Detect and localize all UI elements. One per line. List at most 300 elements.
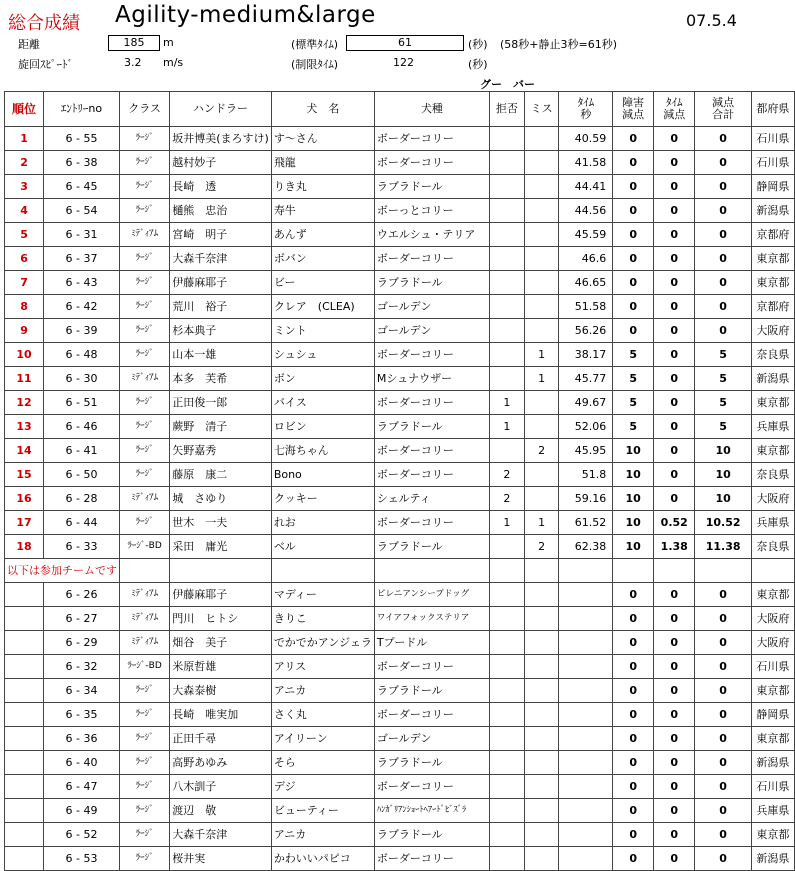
miss-cell — [524, 295, 559, 319]
distance-label: 距離 — [18, 38, 40, 51]
breed-cell: ラブラドール — [374, 271, 489, 295]
ranked-results — [5, 127, 795, 559]
rank-cell — [5, 631, 44, 655]
miss-cell — [524, 247, 559, 271]
class-cell: ﾐﾃﾞｨｱﾑ — [120, 631, 170, 655]
class-cell: ﾗｰｼﾞ — [120, 847, 170, 871]
entry-cell: 6 - 55 — [44, 127, 120, 151]
class-cell: ﾗｰｼﾞ — [120, 463, 170, 487]
handler-cell: 渡辺 敬 — [170, 799, 272, 823]
time-cell: 45.95 — [559, 439, 613, 463]
refusal-cell: 2 — [489, 487, 524, 511]
handler-cell: 大森泰樹 — [170, 679, 272, 703]
breed-cell: ﾊﾝｶﾞﾘｱﾝｼｮｰﾄﾍｱｰﾄﾞﾋﾞｽﾞﾗ — [374, 799, 489, 823]
breed-cell: ボーダーコリー — [374, 127, 489, 151]
class-cell: ﾗｰｼﾞ — [120, 271, 170, 295]
obstacle-penalty-cell: 0 — [613, 775, 654, 799]
class-cell: ﾗｰｼﾞ — [120, 175, 170, 199]
class-cell: ﾗｰｼﾞ — [120, 415, 170, 439]
entry-cell: 6 - 48 — [44, 343, 120, 367]
time-penalty-cell: 0 — [654, 583, 695, 607]
miss-cell — [524, 127, 559, 151]
rank-cell: 16 — [5, 487, 44, 511]
dog-cell: Bono — [271, 463, 374, 487]
speed-unit: m/s — [163, 56, 184, 69]
dog-cell: りき丸 — [271, 175, 374, 199]
handler-cell: 米原哲雄 — [170, 655, 272, 679]
pref-cell: 石川県 — [751, 127, 794, 151]
class-cell: ﾗｰｼﾞ-BD — [120, 655, 170, 679]
pref-cell: 奈良県 — [751, 343, 794, 367]
rank-cell: 11 — [5, 367, 44, 391]
class-cell: ﾗｰｼﾞ — [120, 391, 170, 415]
entry-cell: 6 - 37 — [44, 247, 120, 271]
result-row — [5, 175, 795, 199]
dog-cell: デジ — [271, 775, 374, 799]
separator-text: 以下は参加チームです — [5, 559, 120, 583]
class-cell: ﾗｰｼﾞ — [120, 343, 170, 367]
dog-cell: アイリーン — [271, 727, 374, 751]
time-penalty-cell: 0 — [654, 367, 695, 391]
total-penalty-cell: 0 — [695, 175, 751, 199]
time-cell: 51.58 — [559, 295, 613, 319]
pref-cell: 東京都 — [751, 583, 794, 607]
participant-list — [5, 583, 795, 871]
entry-cell: 6 - 42 — [44, 295, 120, 319]
result-row — [5, 463, 795, 487]
entry-cell: 6 - 47 — [44, 775, 120, 799]
handler-cell: 宮崎 明子 — [170, 223, 272, 247]
class-cell: ﾐﾃﾞｨｱﾑ — [120, 367, 170, 391]
class-cell: ﾗｰｼﾞ — [120, 775, 170, 799]
refusal-cell — [489, 679, 524, 703]
breed-cell: ラブラドール — [374, 679, 489, 703]
miss-cell — [524, 463, 559, 487]
pref-cell: 新潟県 — [751, 847, 794, 871]
handler-cell: 荒川 裕子 — [170, 295, 272, 319]
time-cell: 44.41 — [559, 175, 613, 199]
total-penalty-cell: 10.52 — [695, 511, 751, 535]
entry-cell: 6 - 34 — [44, 679, 120, 703]
refusal-cell — [489, 439, 524, 463]
time-cell: 38.17 — [559, 343, 613, 367]
col-obstacle: 障害 減点 — [613, 92, 654, 127]
breed-cell: ボーダーコリー — [374, 247, 489, 271]
result-row — [5, 127, 795, 151]
dog-cell: ミント — [271, 319, 374, 343]
refusal-cell — [489, 727, 524, 751]
total-penalty-cell: 0 — [695, 727, 751, 751]
obstacle-penalty-cell: 0 — [613, 703, 654, 727]
pref-cell: 石川県 — [751, 655, 794, 679]
refusal-cell — [489, 343, 524, 367]
handler-cell: 矢野嘉秀 — [170, 439, 272, 463]
miss-cell — [524, 775, 559, 799]
time-cell — [559, 583, 613, 607]
refusal-cell — [489, 607, 524, 631]
time-cell — [559, 727, 613, 751]
total-penalty-cell: 0 — [695, 751, 751, 775]
time-penalty-cell: 0 — [654, 127, 695, 151]
obstacle-penalty-cell: 0 — [613, 823, 654, 847]
miss-cell — [524, 655, 559, 679]
breed-cell: ボーダーコリー — [374, 151, 489, 175]
entry-cell: 6 - 54 — [44, 199, 120, 223]
miss-cell — [524, 271, 559, 295]
time-cell — [559, 775, 613, 799]
results-table — [4, 91, 795, 871]
handler-cell: 山本一雄 — [170, 343, 272, 367]
time-penalty-cell: 0 — [654, 799, 695, 823]
result-row — [5, 271, 795, 295]
class-cell: ﾗｰｼﾞ-BD — [120, 535, 170, 559]
handler-cell: 藤原 康二 — [170, 463, 272, 487]
class-cell: ﾗｰｼﾞ — [120, 679, 170, 703]
refusal-cell — [489, 223, 524, 247]
class-cell: ﾗｰｼﾞ — [120, 511, 170, 535]
miss-cell — [524, 151, 559, 175]
entry-cell: 6 - 41 — [44, 439, 120, 463]
obstacle-penalty-cell: 0 — [613, 727, 654, 751]
event-date: 07.5.4 — [686, 11, 737, 30]
time-penalty-cell: 0 — [654, 463, 695, 487]
time-penalty-cell: 0 — [654, 679, 695, 703]
time-cell: 46.6 — [559, 247, 613, 271]
breed-cell: ピレニアンシープドッグ — [374, 583, 489, 607]
time-penalty-cell: 0 — [654, 175, 695, 199]
time-penalty-cell: 0 — [654, 487, 695, 511]
total-penalty-cell: 0 — [695, 607, 751, 631]
refusal-cell: 1 — [489, 415, 524, 439]
col-miss: ミス — [524, 92, 559, 127]
class-cell: ﾐﾃﾞｨｱﾑ — [120, 583, 170, 607]
rank-cell — [5, 823, 44, 847]
miss-cell — [524, 847, 559, 871]
time-cell — [559, 751, 613, 775]
total-penalty-cell: 10 — [695, 463, 751, 487]
handler-cell: 正田俊一郎 — [170, 391, 272, 415]
participant-row — [5, 655, 795, 679]
result-row — [5, 343, 795, 367]
obstacle-penalty-cell: 0 — [613, 751, 654, 775]
rank-cell: 1 — [5, 127, 44, 151]
handler-cell: 樋熊 忠治 — [170, 199, 272, 223]
entry-cell: 6 - 52 — [44, 823, 120, 847]
result-row — [5, 535, 795, 559]
refusal-cell — [489, 823, 524, 847]
dog-cell: でかでかアンジェラ — [271, 631, 374, 655]
result-row — [5, 199, 795, 223]
dog-cell: ロビン — [271, 415, 374, 439]
dog-cell: バイス — [271, 391, 374, 415]
pref-cell: 京都府 — [751, 223, 794, 247]
dog-cell: 七海ちゃん — [271, 439, 374, 463]
total-penalty-cell: 11.38 — [695, 535, 751, 559]
miss-cell — [524, 631, 559, 655]
time-penalty-cell: 0 — [654, 655, 695, 679]
time-penalty-cell: 1.38 — [654, 535, 695, 559]
breed-cell: ラブラドール — [374, 535, 489, 559]
miss-cell — [524, 199, 559, 223]
entry-cell: 6 - 51 — [44, 391, 120, 415]
rank-cell: 8 — [5, 295, 44, 319]
rank-cell: 15 — [5, 463, 44, 487]
rank-cell — [5, 679, 44, 703]
time-penalty-cell: 0 — [654, 439, 695, 463]
obstacle-penalty-cell: 0 — [613, 679, 654, 703]
result-row — [5, 415, 795, 439]
rank-cell — [5, 799, 44, 823]
dog-cell: ビー — [271, 271, 374, 295]
time-penalty-cell: 0 — [654, 823, 695, 847]
entry-cell: 6 - 30 — [44, 367, 120, 391]
result-row — [5, 223, 795, 247]
miss-cell — [524, 799, 559, 823]
std-time-unit: (秒) — [468, 38, 488, 51]
time-cell — [559, 703, 613, 727]
dog-cell: す～さん — [271, 127, 374, 151]
miss-cell — [524, 727, 559, 751]
handler-cell: 城 さゆり — [170, 487, 272, 511]
time-cell — [559, 847, 613, 871]
refusal-cell — [489, 799, 524, 823]
miss-cell: 2 — [524, 535, 559, 559]
pref-cell: 奈良県 — [751, 463, 794, 487]
time-cell — [559, 799, 613, 823]
miss-cell — [524, 583, 559, 607]
total-penalty-cell: 0 — [695, 631, 751, 655]
handler-cell: 正田千尋 — [170, 727, 272, 751]
participant-row — [5, 751, 795, 775]
breed-cell: ボーダーコリー — [374, 343, 489, 367]
pref-cell: 東京都 — [751, 439, 794, 463]
handler-cell: 桜井実 — [170, 847, 272, 871]
dog-cell: クッキー — [271, 487, 374, 511]
class-cell: ﾐﾃﾞｨｱﾑ — [120, 223, 170, 247]
miss-cell — [524, 823, 559, 847]
handler-cell: 伊藤麻耶子 — [170, 271, 272, 295]
entry-cell: 6 - 53 — [44, 847, 120, 871]
total-penalty-cell: 0 — [695, 271, 751, 295]
speed-label: 旋回ｽﾋﾟｰﾄﾞ — [18, 58, 73, 71]
participant-row — [5, 727, 795, 751]
miss-cell — [524, 223, 559, 247]
pref-cell: 東京都 — [751, 727, 794, 751]
obstacle-penalty-cell: 0 — [613, 223, 654, 247]
time-cell: 45.77 — [559, 367, 613, 391]
handler-cell: 采田 庸光 — [170, 535, 272, 559]
handler-cell: 長崎 唯実加 — [170, 703, 272, 727]
total-penalty-cell: 5 — [695, 391, 751, 415]
col-class: クラス — [120, 92, 170, 127]
pref-cell: 大阪府 — [751, 319, 794, 343]
breed-cell: ラブラドール — [374, 823, 489, 847]
result-row — [5, 439, 795, 463]
col-timepen: ﾀｲﾑ 減点 — [654, 92, 695, 127]
time-penalty-cell: 0 — [654, 751, 695, 775]
page-title: 総合成績 — [8, 13, 80, 34]
rank-cell — [5, 655, 44, 679]
total-penalty-cell: 0 — [695, 151, 751, 175]
time-penalty-cell: 0 — [654, 151, 695, 175]
refusal-cell: 2 — [489, 463, 524, 487]
rank-cell — [5, 703, 44, 727]
rank-cell: 18 — [5, 535, 44, 559]
dog-cell: さく丸 — [271, 703, 374, 727]
time-cell: 44.56 — [559, 199, 613, 223]
separator-row — [5, 559, 795, 583]
entry-cell: 6 - 27 — [44, 607, 120, 631]
pref-cell: 京都府 — [751, 295, 794, 319]
total-penalty-cell: 0 — [695, 127, 751, 151]
handler-cell: 杉本典子 — [170, 319, 272, 343]
class-cell: ﾗｰｼﾞ — [120, 727, 170, 751]
total-penalty-cell: 0 — [695, 583, 751, 607]
obstacle-penalty-cell: 5 — [613, 367, 654, 391]
pref-cell: 兵庫県 — [751, 511, 794, 535]
pref-cell: 大阪府 — [751, 607, 794, 631]
refusal-cell — [489, 655, 524, 679]
breed-cell: ラブラドール — [374, 175, 489, 199]
dog-cell: ボバン — [271, 247, 374, 271]
class-cell: ﾗｰｼﾞ — [120, 151, 170, 175]
handler-cell: 伊藤麻耶子 — [170, 583, 272, 607]
refusal-cell — [489, 367, 524, 391]
total-penalty-cell: 5 — [695, 415, 751, 439]
rank-cell: 6 — [5, 247, 44, 271]
event-title: Agility-medium&large — [115, 2, 376, 28]
breed-cell: ワイアフォックステリア — [374, 607, 489, 631]
speed-value: 3.2 — [124, 56, 142, 69]
handler-cell: 長崎 透 — [170, 175, 272, 199]
handler-cell: 大森千奈津 — [170, 823, 272, 847]
total-penalty-cell: 0 — [695, 679, 751, 703]
dog-cell: ベル — [271, 535, 374, 559]
dog-cell: 寿牛 — [271, 199, 374, 223]
breed-cell: ボーダーコリー — [374, 703, 489, 727]
time-penalty-cell: 0 — [654, 415, 695, 439]
col-rank: 順位 — [5, 92, 44, 127]
total-penalty-cell: 5 — [695, 367, 751, 391]
time-cell — [559, 655, 613, 679]
time-penalty-cell: 0 — [654, 703, 695, 727]
class-cell: ﾗｰｼﾞ — [120, 127, 170, 151]
entry-cell: 6 - 35 — [44, 703, 120, 727]
result-row — [5, 511, 795, 535]
breed-cell: ボーダーコリー — [374, 775, 489, 799]
total-penalty-cell: 5 — [695, 343, 751, 367]
participant-row — [5, 631, 795, 655]
refusal-cell — [489, 199, 524, 223]
pref-cell: 静岡県 — [751, 175, 794, 199]
pref-cell: 東京都 — [751, 391, 794, 415]
refusal-cell — [489, 775, 524, 799]
miss-cell — [524, 703, 559, 727]
miss-cell — [524, 391, 559, 415]
limit-time-unit: (秒) — [468, 58, 488, 71]
total-penalty-cell: 0 — [695, 199, 751, 223]
pref-cell: 兵庫県 — [751, 799, 794, 823]
class-cell: ﾗｰｼﾞ — [120, 799, 170, 823]
refusal-cell — [489, 151, 524, 175]
rank-cell — [5, 727, 44, 751]
obstacle-penalty-cell: 0 — [613, 199, 654, 223]
participant-row — [5, 679, 795, 703]
total-penalty-cell: 0 — [695, 703, 751, 727]
breed-cell: ゴールデン — [374, 295, 489, 319]
refusal-cell: 1 — [489, 511, 524, 535]
miss-cell — [524, 175, 559, 199]
entry-cell: 6 - 38 — [44, 151, 120, 175]
breed-cell: ボーダーコリー — [374, 511, 489, 535]
total-penalty-cell: 0 — [695, 655, 751, 679]
breed-cell: ラブラドール — [374, 415, 489, 439]
breed-cell: ボーダーコリー — [374, 847, 489, 871]
col-handler: ハンドラー — [170, 92, 272, 127]
time-cell: 41.58 — [559, 151, 613, 175]
class-cell: ﾗｰｼﾞ — [120, 439, 170, 463]
pref-cell: 石川県 — [751, 151, 794, 175]
breed-cell: ボーダーコリー — [374, 463, 489, 487]
obstacle-penalty-cell: 0 — [613, 655, 654, 679]
rank-cell: 5 — [5, 223, 44, 247]
total-penalty-cell: 0 — [695, 319, 751, 343]
obstacle-penalty-cell: 0 — [613, 271, 654, 295]
class-cell: ﾗｰｼﾞ — [120, 319, 170, 343]
col-pref: 都府県 — [751, 92, 794, 127]
obstacle-penalty-cell: 0 — [613, 583, 654, 607]
time-cell: 45.59 — [559, 223, 613, 247]
refusal-cell — [489, 271, 524, 295]
handler-cell: 大森千奈津 — [170, 247, 272, 271]
breed-cell: ボーっとコリー — [374, 199, 489, 223]
obstacle-penalty-cell: 0 — [613, 847, 654, 871]
dog-cell: クレア (CLEA) — [271, 295, 374, 319]
time-cell: 49.67 — [559, 391, 613, 415]
entry-cell: 6 - 45 — [44, 175, 120, 199]
handler-cell: 世木 一夫 — [170, 511, 272, 535]
obstacle-penalty-cell: 0 — [613, 295, 654, 319]
entry-cell: 6 - 28 — [44, 487, 120, 511]
pref-cell: 新潟県 — [751, 367, 794, 391]
obstacle-penalty-cell: 0 — [613, 319, 654, 343]
breed-cell: ボーダーコリー — [374, 655, 489, 679]
time-penalty-cell: 0 — [654, 295, 695, 319]
time-penalty-cell: 0 — [654, 775, 695, 799]
total-penalty-cell: 0 — [695, 223, 751, 247]
entry-cell: 6 - 32 — [44, 655, 120, 679]
time-penalty-cell: 0 — [654, 391, 695, 415]
refusal-cell — [489, 127, 524, 151]
miss-cell — [524, 679, 559, 703]
handler-cell: 門川 ヒトシ — [170, 607, 272, 631]
pref-cell: 東京都 — [751, 679, 794, 703]
obstacle-penalty-cell: 0 — [613, 175, 654, 199]
refusal-cell: 1 — [489, 391, 524, 415]
time-cell: 46.65 — [559, 271, 613, 295]
limit-time-label: (制限ﾀｲﾑ) — [291, 58, 339, 71]
breed-cell: ゴールデン — [374, 727, 489, 751]
class-cell: ﾗｰｼﾞ — [120, 823, 170, 847]
time-cell — [559, 823, 613, 847]
rank-cell: 2 — [5, 151, 44, 175]
rank-cell: 9 — [5, 319, 44, 343]
time-cell: 40.59 — [559, 127, 613, 151]
handler-cell: 越村妙子 — [170, 151, 272, 175]
handler-cell: 八木訓子 — [170, 775, 272, 799]
rank-cell: 4 — [5, 199, 44, 223]
rank-cell: 10 — [5, 343, 44, 367]
